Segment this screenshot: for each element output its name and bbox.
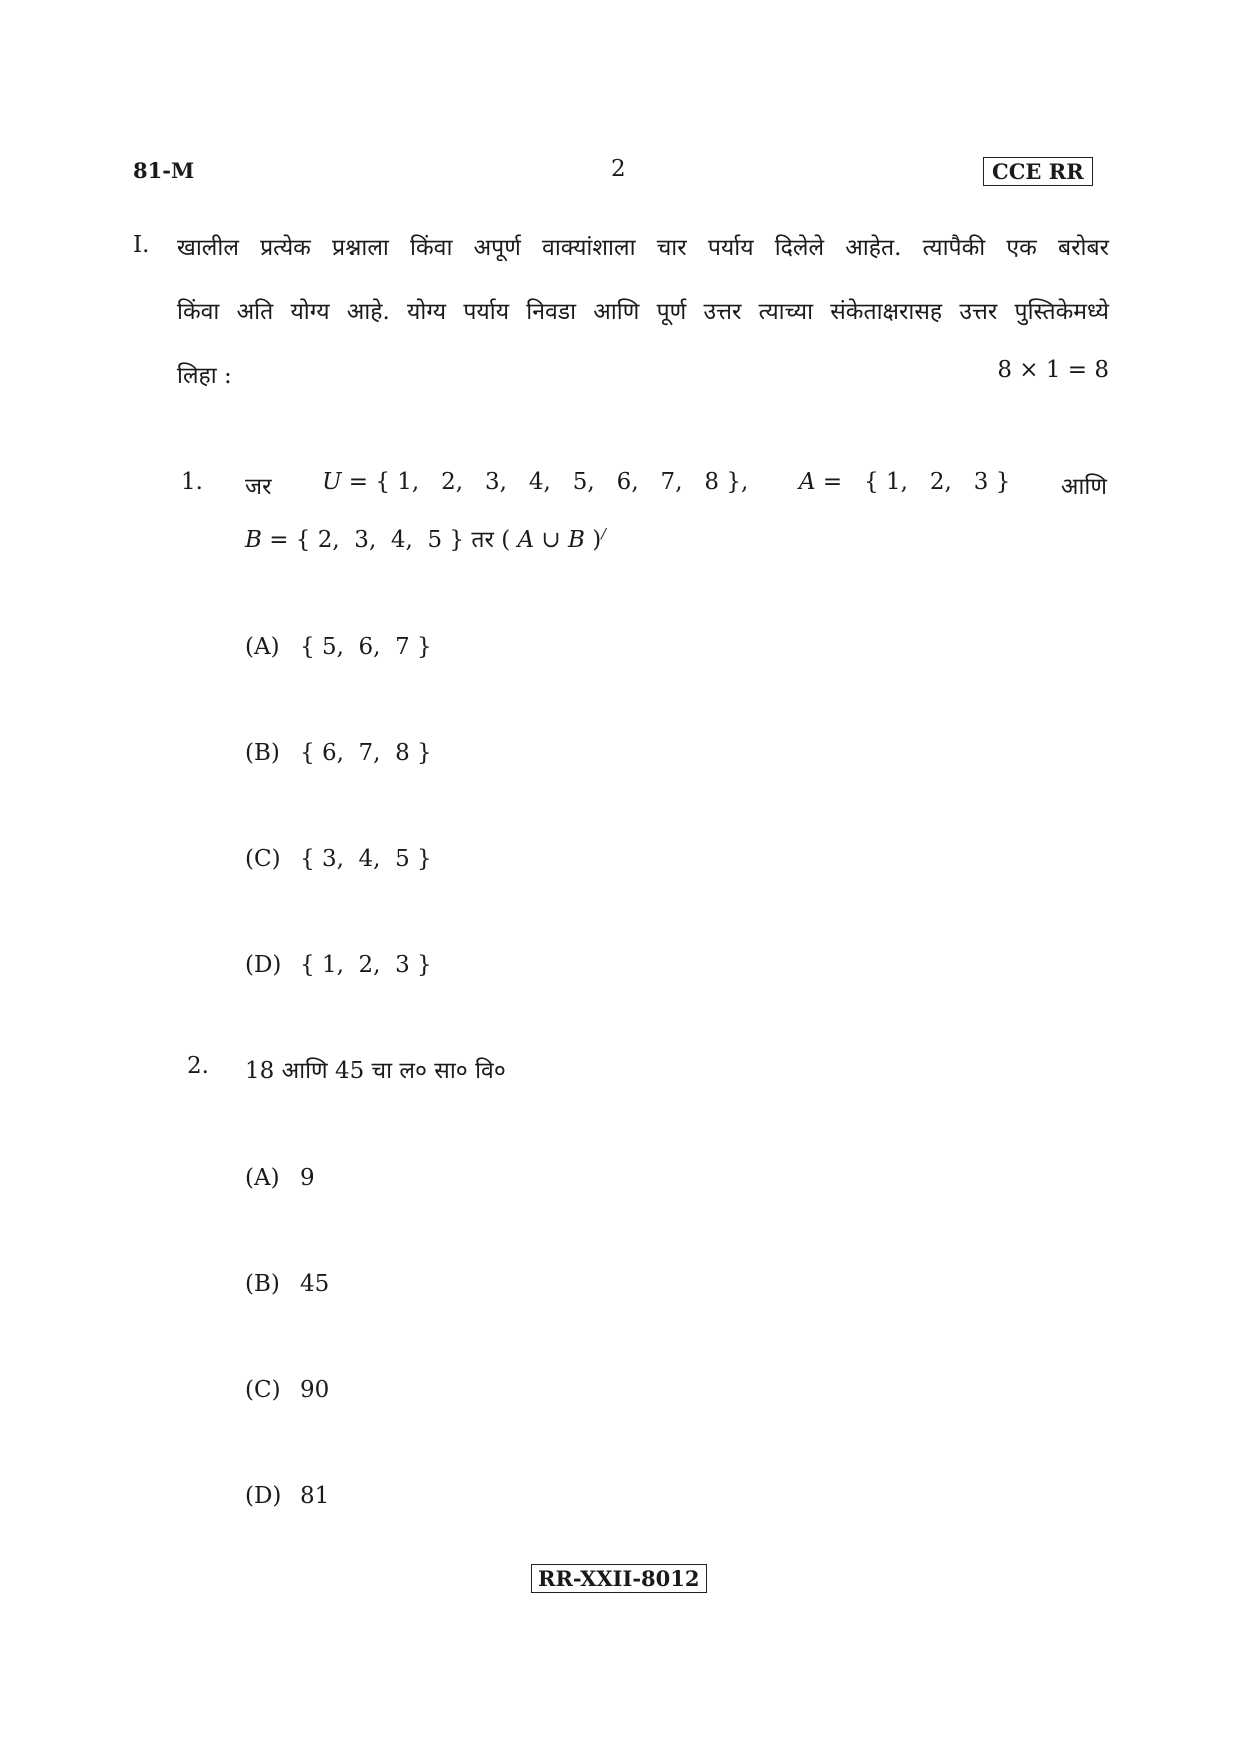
q1-u-definition xyxy=(322,469,748,501)
question-1-number: 1. xyxy=(181,469,203,495)
q2-option-a-label: (A) xyxy=(245,1165,280,1191)
instruction-line-1: खालील प्रत्येक प्रश्नाला किंवा अपूर्ण वाक्यांशाला चार पर्याय दिलेले आहेत. त्यापैकी एक बरोबर xyxy=(177,235,1109,261)
q1-u-set: = { 1, 2, 3, 4, 5, 6, 7, 8 }, xyxy=(348,469,749,495)
q2-option-c-value: 90 xyxy=(300,1377,330,1403)
q1-expr-close: ) xyxy=(584,527,602,553)
q1-expr-open: ( xyxy=(501,527,518,553)
q1-option-c-value: { 3, 4, 5 } xyxy=(300,846,432,872)
q1-complement-mark: / xyxy=(601,526,606,543)
paper-code: 81-M xyxy=(133,158,195,183)
footer-code-box: RR-XXII-8012 xyxy=(531,1564,707,1593)
q2-option-d-value: 81 xyxy=(300,1483,330,1509)
q1-if-word: जर xyxy=(245,474,272,500)
q1-option-a-label: (A) xyxy=(245,634,280,660)
q1-b-set: = { 2, 3, 4, 5 } xyxy=(269,527,465,553)
q1-a-definition xyxy=(799,469,1010,501)
q1-expr-a: A xyxy=(517,527,535,553)
q2-option-d-label: (D) xyxy=(245,1483,282,1509)
q1-then-word: तर xyxy=(471,527,494,553)
q2-option-b-value: 45 xyxy=(300,1271,330,1297)
instruction-line-3: लिहा : xyxy=(177,363,232,389)
q1-option-b-label: (B) xyxy=(245,740,280,766)
q2-option-a-value: 9 xyxy=(300,1165,315,1191)
marks-allocation: 8 × 1 = 8 xyxy=(997,357,1109,383)
question-2-number: 2. xyxy=(187,1053,209,1079)
q1-b-var: B xyxy=(245,527,262,553)
question-1-line-2 xyxy=(245,522,606,554)
question-1-line-1 xyxy=(245,469,1107,501)
q1-and-word: आणि xyxy=(1060,474,1107,500)
section-number: I. xyxy=(133,232,150,258)
q1-a-var: A xyxy=(798,469,816,495)
q1-expression xyxy=(501,527,606,553)
q1-option-b-value: { 6, 7, 8 } xyxy=(300,740,432,766)
exam-type-box: CCE RR xyxy=(983,157,1093,186)
q1-expr-union: ∪ xyxy=(534,527,569,553)
q2-option-b-label: (B) xyxy=(245,1271,280,1297)
q1-a-set: = { 1, 2, 3 } xyxy=(822,469,1011,495)
q1-option-d-value: { 1, 2, 3 } xyxy=(300,952,432,978)
page-number: 2 xyxy=(611,156,626,182)
q1-expr-b: B xyxy=(568,527,585,553)
q1-option-a-value: { 5, 6, 7 } xyxy=(300,634,432,660)
q1-option-d-label: (D) xyxy=(245,952,282,978)
instruction-line-2: किंवा अति योग्य आहे. योग्य पर्याय निवडा आणि पूर्ण उत्तर त्याच्या संकेताक्षरासह उत्तर पुस्तिकेमध्ये xyxy=(177,299,1109,325)
q2-option-c-label: (C) xyxy=(245,1377,281,1403)
q1-u-var: U xyxy=(322,469,342,495)
q1-option-c-label: (C) xyxy=(245,846,281,872)
question-2-text: 18 आणि 45 चा ल० सा० वि० xyxy=(245,1058,506,1084)
